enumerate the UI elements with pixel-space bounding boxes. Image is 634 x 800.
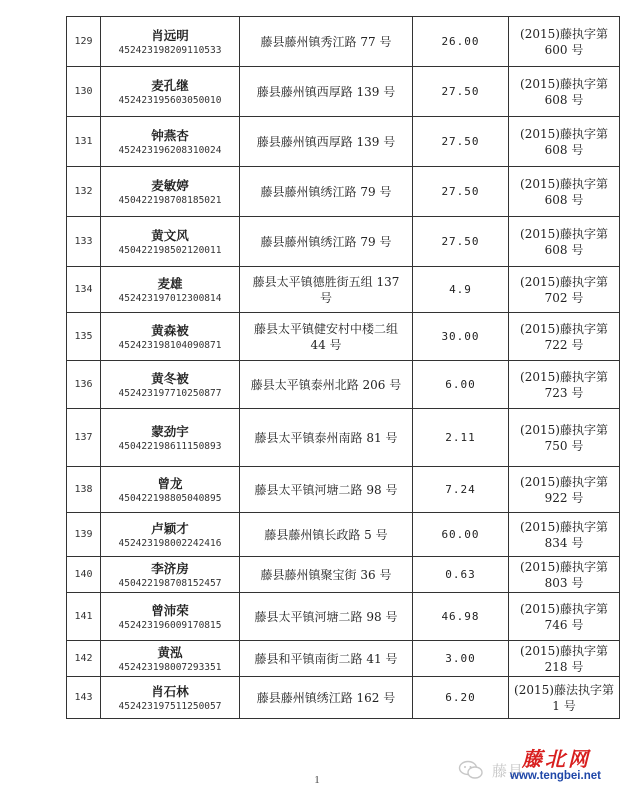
id-number: 452423198104090871 — [118, 339, 222, 351]
person-name: 卢颖才 — [151, 520, 189, 536]
row-number: 132 — [67, 167, 101, 217]
table-row — [67, 467, 620, 513]
table-row — [67, 557, 620, 593]
id-number: 452423197710250877 — [118, 387, 222, 399]
id-number: 450422198502120011 — [118, 244, 222, 256]
person-name: 蒙劲宇 — [151, 423, 189, 439]
row-number: 133 — [67, 217, 101, 267]
address: 藤县太平镇河塘二路 98 号 — [240, 593, 413, 641]
person-cell — [101, 513, 240, 557]
person-cell — [101, 467, 240, 513]
person-name: 黄森被 — [151, 322, 189, 338]
amount: 6.20 — [413, 677, 509, 719]
table-row — [67, 117, 620, 167]
case-number: (2015)藤执字第 608 号 — [509, 67, 620, 117]
table-row — [67, 593, 620, 641]
site-url: www.tengbei.net — [510, 770, 601, 782]
id-number: 450422198708152457 — [118, 577, 222, 589]
person-cell — [101, 17, 240, 67]
person-name: 钟燕杏 — [151, 127, 189, 143]
case-number: (2015)藤执字第 608 号 — [509, 167, 620, 217]
address: 藤县太平镇泰州南路 81 号 — [240, 409, 413, 467]
case-number: (2015)藤执字第 600 号 — [509, 17, 620, 67]
id-number: 452423195603050010 — [118, 94, 222, 106]
row-number: 142 — [67, 641, 101, 677]
table-row — [67, 677, 620, 719]
case-number: (2015)藤执字第 608 号 — [509, 217, 620, 267]
table-row — [67, 17, 620, 67]
amount: 2.11 — [413, 409, 509, 467]
person-cell — [101, 167, 240, 217]
table-row — [67, 217, 620, 267]
amount: 27.50 — [413, 67, 509, 117]
person-name: 麦孔继 — [151, 77, 189, 93]
person-cell — [101, 641, 240, 677]
person-name: 麦雄 — [157, 275, 183, 291]
person-cell — [101, 593, 240, 641]
address: 藤县藤州镇聚宝街 36 号 — [240, 557, 413, 593]
id-number: 452423197012300814 — [118, 292, 222, 304]
case-number: (2015)藤执字第 746 号 — [509, 593, 620, 641]
amount: 46.98 — [413, 593, 509, 641]
amount: 60.00 — [413, 513, 509, 557]
row-number: 136 — [67, 361, 101, 409]
amount: 4.9 — [413, 267, 509, 313]
row-number: 138 — [67, 467, 101, 513]
amount: 7.24 — [413, 467, 509, 513]
case-number: (2015)藤执字第 722 号 — [509, 313, 620, 361]
id-number: 450422198708185021 — [118, 194, 222, 206]
table-row — [67, 641, 620, 677]
person-cell — [101, 361, 240, 409]
amount: 0.63 — [413, 557, 509, 593]
person-name: 曾龙 — [157, 475, 183, 491]
address: 藤县太平镇德胜街五组 137 号 — [240, 267, 413, 313]
table-row — [67, 67, 620, 117]
person-name: 李济房 — [151, 560, 189, 576]
table-row — [67, 167, 620, 217]
row-number: 139 — [67, 513, 101, 557]
amount: 26.00 — [413, 17, 509, 67]
table-body — [67, 17, 620, 719]
address: 藤县藤州镇绣江路 79 号 — [240, 167, 413, 217]
row-number: 135 — [67, 313, 101, 361]
address: 藤县藤州镇绣江路 162 号 — [240, 677, 413, 719]
case-number: (2015)藤执字第 834 号 — [509, 513, 620, 557]
case-number: (2015)藤执字第 608 号 — [509, 117, 620, 167]
amount: 27.50 — [413, 167, 509, 217]
row-number: 141 — [67, 593, 101, 641]
person-name: 黄文风 — [151, 227, 189, 243]
person-cell — [101, 677, 240, 719]
table-row — [67, 409, 620, 467]
amount: 6.00 — [413, 361, 509, 409]
table-row — [67, 267, 620, 313]
address: 藤县太平镇健安村中楼二组 44 号 — [240, 313, 413, 361]
case-number: (2015)藤执字第 750 号 — [509, 409, 620, 467]
debtor-table — [66, 16, 620, 719]
person-cell — [101, 217, 240, 267]
address: 藤县藤州镇长政路 5 号 — [240, 513, 413, 557]
person-name: 黄泓 — [157, 644, 183, 660]
amount: 3.00 — [413, 641, 509, 677]
table-row — [67, 313, 620, 361]
case-number: (2015)藤执字第 723 号 — [509, 361, 620, 409]
row-number: 140 — [67, 557, 101, 593]
address: 藤县太平镇泰州北路 206 号 — [240, 361, 413, 409]
person-cell — [101, 67, 240, 117]
case-number: (2015)藤执字第 702 号 — [509, 267, 620, 313]
table-row — [67, 361, 620, 409]
case-number: (2015)藤执字第 803 号 — [509, 557, 620, 593]
person-name: 黄冬被 — [151, 370, 189, 386]
person-cell — [101, 409, 240, 467]
amount: 27.50 — [413, 217, 509, 267]
case-number: (2015)藤执字第 922 号 — [509, 467, 620, 513]
person-name: 肖石林 — [151, 683, 189, 699]
person-cell — [101, 267, 240, 313]
id-number: 452423196009170815 — [118, 619, 222, 631]
row-number: 130 — [67, 67, 101, 117]
id-number: 452423198007293351 — [118, 661, 222, 673]
page-number: 1 — [314, 774, 320, 786]
person-name: 麦敏婷 — [151, 177, 189, 193]
wechat-icon — [458, 760, 484, 780]
id-number: 452423196208310024 — [118, 144, 222, 156]
amount: 27.50 — [413, 117, 509, 167]
watermark-text: 藤县 — [492, 762, 525, 780]
person-cell — [101, 117, 240, 167]
amount: 30.00 — [413, 313, 509, 361]
address: 藤县藤州镇秀江路 77 号 — [240, 17, 413, 67]
row-number: 134 — [67, 267, 101, 313]
address: 藤县藤州镇西厚路 139 号 — [240, 117, 413, 167]
address: 藤县藤州镇绣江路 79 号 — [240, 217, 413, 267]
address: 藤县藤州镇西厚路 139 号 — [240, 67, 413, 117]
case-number: (2015)藤法执字第 1 号 — [509, 677, 620, 719]
case-number: (2015)藤执字第 218 号 — [509, 641, 620, 677]
id-number: 452423198002242416 — [118, 537, 222, 549]
site-brand-logo: 藤北网 — [522, 747, 591, 771]
person-name: 曾沛荣 — [151, 602, 189, 618]
row-number: 143 — [67, 677, 101, 719]
id-number: 450422198805040895 — [118, 492, 222, 504]
row-number: 137 — [67, 409, 101, 467]
person-cell — [101, 557, 240, 593]
person-cell — [101, 313, 240, 361]
table-row — [67, 513, 620, 557]
id-number: 452423197511250057 — [118, 700, 222, 712]
row-number: 129 — [67, 17, 101, 67]
id-number: 452423198209110533 — [118, 44, 222, 56]
address: 藤县和平镇南街二路 41 号 — [240, 641, 413, 677]
person-name: 肖远明 — [151, 27, 189, 43]
address: 藤县太平镇河塘二路 98 号 — [240, 467, 413, 513]
id-number: 450422198611150893 — [118, 440, 222, 452]
row-number: 131 — [67, 117, 101, 167]
